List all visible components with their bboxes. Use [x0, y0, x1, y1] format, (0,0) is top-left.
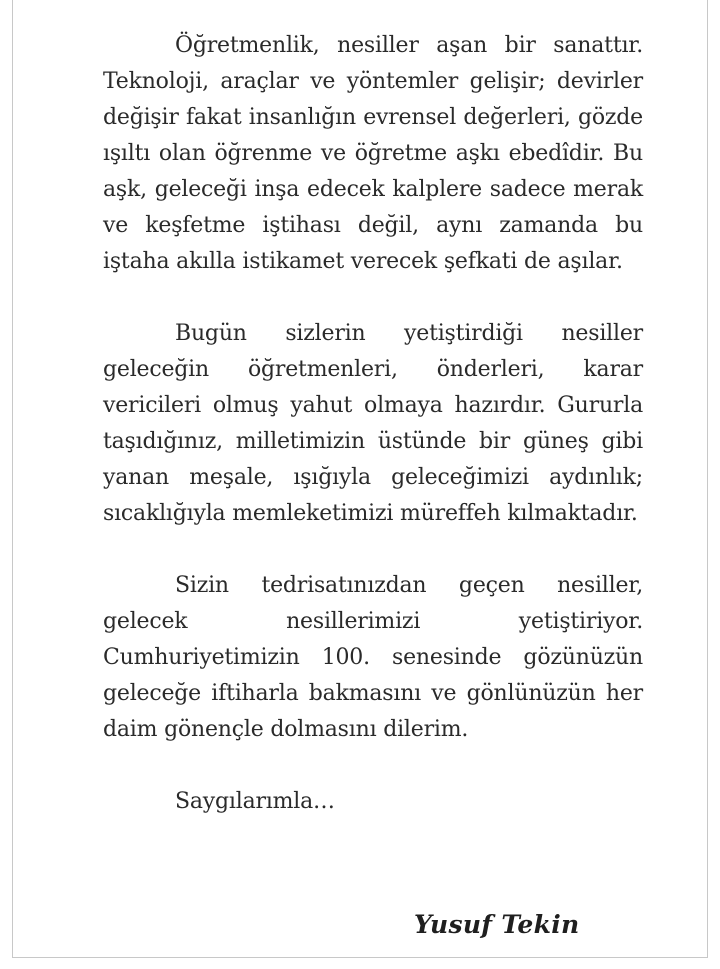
- letter-body: [103, 28, 643, 820]
- letter-page: [12, 0, 708, 958]
- closing-line: Saygılarımla…: [175, 789, 335, 814]
- paragraph-2: Bugün sizlerin yetiştirdiği nesiller geleceğin öğretmenleri, önderleri, karar vericileri olmuş yahut olmaya hazırdır. Gururla taşıdığınız, milletimizin üstünde bir güneş gibi yanan meşale, ışığıyla geleceğimizi aydınlık; sıcaklığıyla memleketimizi müreffeh kılmaktadır.: [103, 321, 643, 526]
- paragraph-1: Öğretmenlik, nesiller aşan bir sanattır. Teknoloji, araçlar ve yöntemler gelişir; devirler değişir fakat insanlığın evrensel değerleri, gözde ışıltı olan öğrenme ve öğretme aşkı ebedîdir. Bu aşk, geleceği inşa edecek kalplere sadece merak ve keşfetme iştihası değil, aynı zamanda bu iştaha akılla istikamet verecek şefkati de aşılar.: [103, 33, 643, 274]
- signature: Yusuf Tekin: [414, 910, 580, 939]
- paragraph-3: Sizin tedrisatınızdan geçen nesiller, gelecek nesillerimizi yetiştiriyor. Cumhuriyetimizin 100. senesinde gözünüzün geleceğe iftiharla bakmasını ve gönlünüzün her daim gönençle dolmasını dilerim.: [103, 573, 643, 742]
